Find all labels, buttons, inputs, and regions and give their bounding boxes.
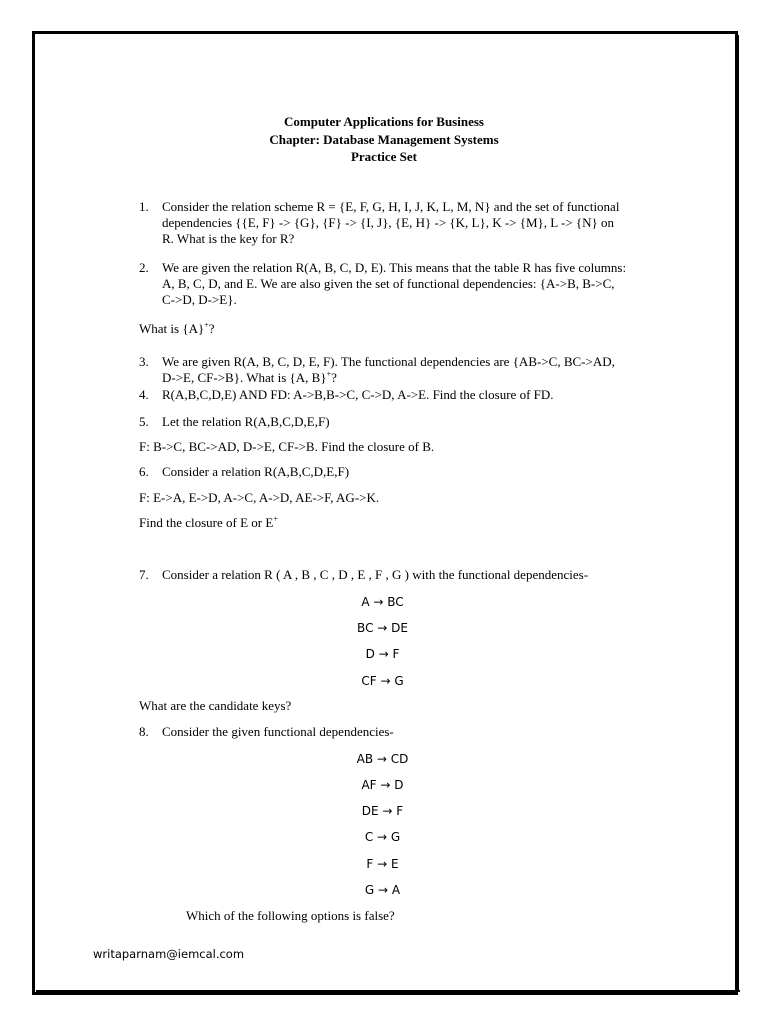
question-6-fd-line: F: E->A, E->D, A->C, A->D, AE->F, AG->K. <box>139 490 380 505</box>
question-6-find <box>139 515 699 531</box>
question-line: Let the relation R(A,B,C,D,E,F) <box>162 414 330 429</box>
question-number: 7. <box>139 567 149 582</box>
question-8-text <box>162 724 682 740</box>
what-text: What is {A} <box>139 321 205 336</box>
functional-dependency: G → A <box>364 883 401 897</box>
question-line: Consider a relation R(A,B,C,D,E,F) <box>162 464 350 479</box>
superscript-plus: + <box>273 514 278 524</box>
question-line <box>162 370 682 386</box>
question-5-fd-line: F: B->C, BC->AD, D->E, CF->B. Find the closure of B. <box>139 439 435 454</box>
question-line: R(A,B,C,D,E) AND FD: A->B,B->C, C->D, A->E. Find the closure of FD. <box>162 387 554 402</box>
question-line: R. What is the key for R? <box>162 231 295 246</box>
superscript-plus: + <box>204 320 209 330</box>
page-border-shadow-bottom <box>36 990 740 992</box>
course-title: Computer Applications for Business <box>284 114 484 129</box>
page-border-shadow-right <box>737 35 739 992</box>
functional-dependency: AB → CD <box>356 752 409 766</box>
functional-dependency: CF → G <box>361 674 404 688</box>
question-line: C->D, D->E}. <box>162 292 237 307</box>
what-suffix: ? <box>208 321 215 336</box>
question-number: 4. <box>139 387 149 402</box>
question-number: 5. <box>139 414 149 429</box>
functional-dependency: C → G <box>364 830 401 844</box>
superscript-plus: + <box>326 369 332 379</box>
page-border <box>32 31 738 995</box>
question-5-text <box>162 414 682 430</box>
chapter-title: Chapter: Database Management Systems <box>269 131 499 147</box>
practice-set-title: Practice Set <box>350 149 418 164</box>
author-email: writaparnam@iemcal.com <box>93 947 245 961</box>
question-number: 1. <box>139 199 149 214</box>
question-line: Consider the given functional dependencies- <box>162 724 394 739</box>
question-1-text <box>162 199 682 247</box>
question-7-text <box>162 567 682 583</box>
question-line: dependencies {{E, F} -> {G}, {F} -> {I, J}, {E, H} -> {K, L}, K -> {M}, L -> {N} on <box>162 215 615 230</box>
document-header <box>0 113 768 166</box>
question-line: We are given R(A, B, C, D, E, F). The functional dependencies are {AB->C, BC->AD, <box>162 354 615 369</box>
question-line: A, B, C, D, and E. We are also given the set of functional dependencies: {A->B, B->C, <box>162 276 615 291</box>
functional-dependency: DE → F <box>361 804 404 818</box>
question-line: Consider a relation R ( A , B , C , D , E , F , G ) with the functional dependencies- <box>162 567 589 582</box>
question-2-text <box>162 260 682 308</box>
question-3-text <box>162 354 682 386</box>
question-4-text <box>162 387 682 403</box>
find-text: Find the closure of E or E <box>139 515 274 530</box>
question-6-text <box>162 464 682 480</box>
question-2-what <box>139 321 699 337</box>
question-line: Consider the relation scheme R = {E, F, G, H, I, J, K, L, M, N} and the set of functional <box>162 199 620 214</box>
line-suffix: ? <box>331 370 337 385</box>
functional-dependency: D → F <box>365 647 400 661</box>
question-number: 2. <box>139 260 149 275</box>
question-7-after: What are the candidate keys? <box>139 698 292 713</box>
functional-dependency: F → E <box>366 857 399 871</box>
line-text: D->E, CF->B}. What is {A, B} <box>162 370 327 385</box>
question-number: 3. <box>139 354 149 369</box>
functional-dependency: A → BC <box>361 595 404 609</box>
question-number: 8. <box>139 724 149 739</box>
question-line: We are given the relation R(A, B, C, D, E). This means that the table R has five columns: <box>162 260 627 275</box>
question-number: 6. <box>139 464 149 479</box>
question-8-after: Which of the following options is false? <box>186 908 395 923</box>
functional-dependency: BC → DE <box>357 621 408 635</box>
functional-dependency: AF → D <box>361 778 404 792</box>
